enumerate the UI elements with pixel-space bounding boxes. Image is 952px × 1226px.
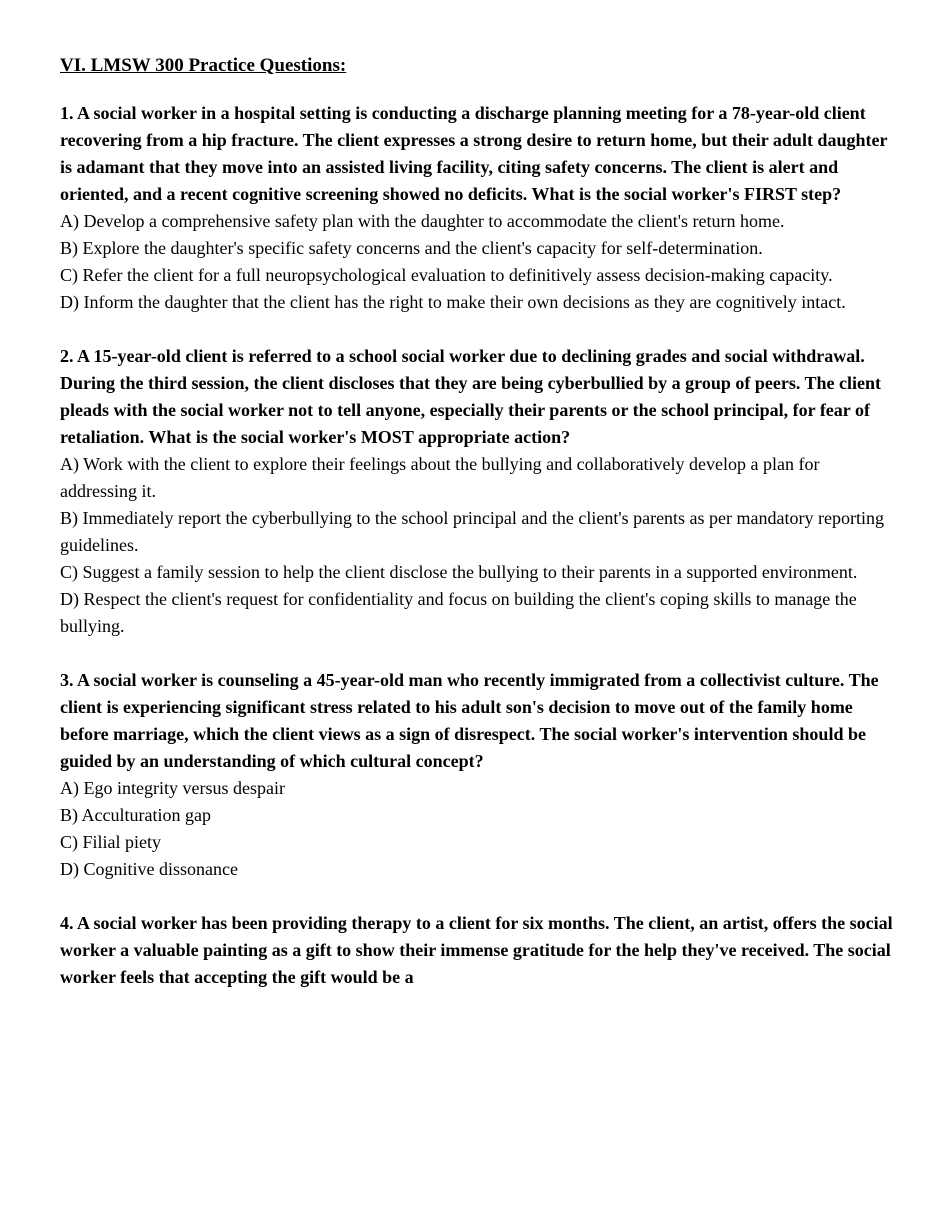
answer-option: A) Work with the client to explore their feelings about the bullying and collaboratively develop a plan for addressing it. — [60, 454, 820, 501]
answer-option: C) Refer the client for a full neuropsychological evaluation to definitively assess decision-making capacity. — [60, 265, 833, 285]
question-stem: 4. A social worker has been providing therapy to a client for six months. The client, an artist, offers the social worker a valuable painting as a gift to show their immense gratitude for the help they've received. The social worker feels that accepting the gift would be a — [60, 913, 893, 987]
question-block — [60, 667, 896, 883]
answer-option: C) Filial piety — [60, 832, 161, 852]
question-block — [60, 343, 896, 640]
section-heading: VI. LMSW 300 Practice Questions: — [60, 55, 347, 76]
answer-option: B) Immediately report the cyberbullying to the school principal and the client's parents as per mandatory reporting guidelines. — [60, 508, 884, 555]
answer-option: D) Respect the client's request for confidentiality and focus on building the client's coping skills to manage the bullying. — [60, 589, 857, 636]
question-stem: 1. A social worker in a hospital setting is conducting a discharge planning meeting for a 78-year-old client recovering from a hip fracture. The client expresses a strong desire to return home, but their adult daughter is adamant that they move into an assisted living facility, citing safety concerns. The client is alert and oriented, and a recent cognitive screening showed no deficits. What is the social worker's FIRST step? — [60, 103, 888, 204]
answer-option: A) Ego integrity versus despair — [60, 778, 285, 798]
question-block — [60, 910, 896, 991]
questions-list — [60, 100, 896, 991]
question-stem: 2. A 15-year-old client is referred to a school social worker due to declining grades and social withdrawal. During the third session, the client discloses that they are being cyberbullied by a group of peers. The client pleads with the social worker not to tell anyone, especially their parents or the school principal, for fear of retaliation. What is the social worker's MOST appropriate action? — [60, 346, 882, 447]
answer-option: C) Suggest a family session to help the client disclose the bullying to their parents in a supported environment. — [60, 562, 858, 582]
answer-option: D) Inform the daughter that the client has the right to make their own decisions as they are cognitively intact. — [60, 292, 846, 312]
answer-option: A) Develop a comprehensive safety plan with the daughter to accommodate the client's return home. — [60, 211, 785, 231]
answer-option: B) Acculturation gap — [60, 805, 211, 825]
answer-option: D) Cognitive dissonance — [60, 859, 238, 879]
answer-option: B) Explore the daughter's specific safety concerns and the client's capacity for self-determination. — [60, 238, 763, 258]
question-stem: 3. A social worker is counseling a 45-year-old man who recently immigrated from a collectivist culture. The client is experiencing significant stress related to his adult son's decision to move out of the family home before marriage, which the client views as a sign of disrespect. The social worker's intervention should be guided by an understanding of which cultural concept? — [60, 670, 879, 771]
question-block — [60, 100, 896, 316]
